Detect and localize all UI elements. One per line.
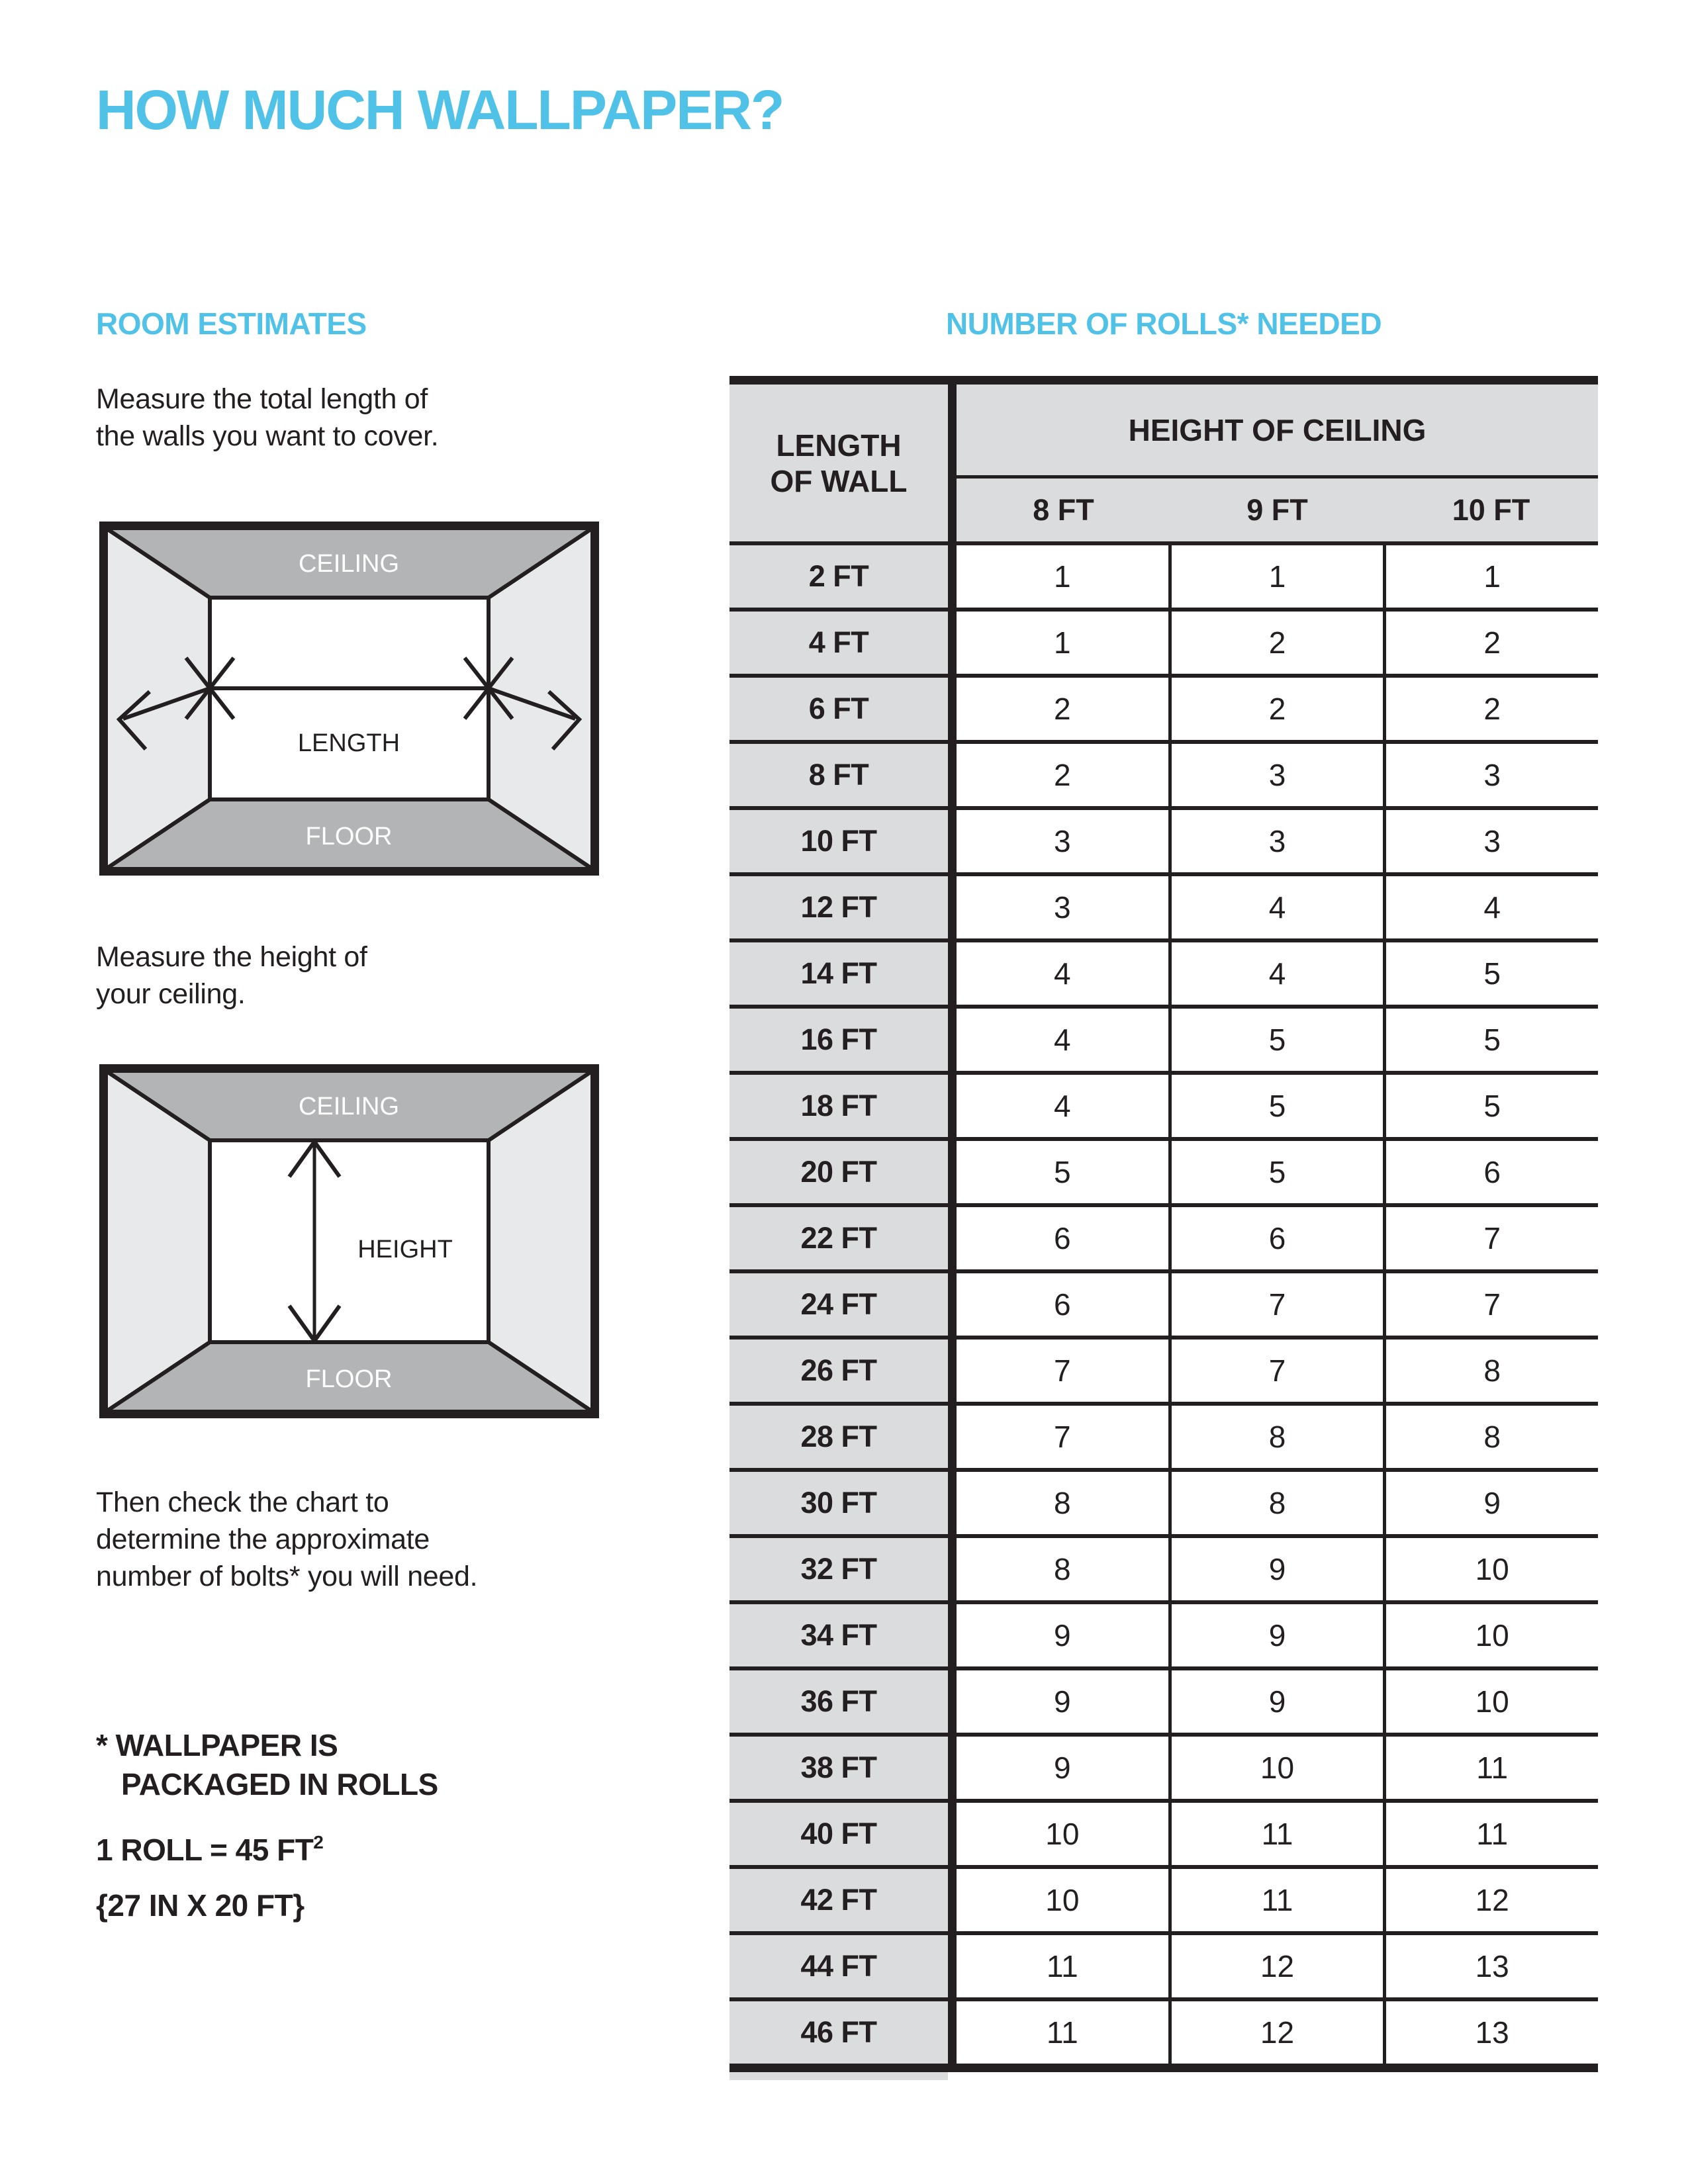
roll-rule-text: 1 ROLL = 45 FT bbox=[96, 1833, 314, 1867]
roll-count-cell: 5 bbox=[1168, 1141, 1383, 1203]
roll-rule-superscript: 2 bbox=[313, 1832, 324, 1852]
roll-count-cell: 11 bbox=[957, 2001, 1168, 2064]
wall-length-cell: 24 FT bbox=[729, 1273, 957, 1336]
roll-count-cell: 12 bbox=[1168, 2001, 1383, 2064]
table-row bbox=[729, 1865, 1598, 1931]
table-row bbox=[729, 608, 1598, 674]
floor-label: FLOOR bbox=[305, 1365, 393, 1393]
roll-count-cell: 6 bbox=[957, 1273, 1168, 1336]
roll-count-cell: 1 bbox=[1168, 545, 1383, 608]
roll-count-cell: 4 bbox=[957, 942, 1168, 1005]
roll-count-cell: 9 bbox=[1383, 1472, 1598, 1534]
roll-count-cell: 2 bbox=[1168, 612, 1383, 674]
roll-count-cell: 9 bbox=[957, 1604, 1168, 1666]
roll-count-cell: 2 bbox=[1383, 612, 1598, 674]
rolls-needed-table bbox=[729, 376, 1598, 2080]
roll-count-cell: 5 bbox=[1383, 1009, 1598, 1071]
roll-count-cell: 9 bbox=[1168, 1604, 1383, 1666]
roll-count-cell: 11 bbox=[1383, 1803, 1598, 1865]
wall-length-cell: 28 FT bbox=[729, 1406, 957, 1468]
table-row bbox=[729, 1534, 1598, 1600]
footnote-line2: PACKAGED IN ROLLS bbox=[121, 1767, 438, 1801]
wall-length-cell: 26 FT bbox=[729, 1340, 957, 1402]
roll-count-cell: 7 bbox=[957, 1406, 1168, 1468]
page-title: HOW MUCH WALLPAPER? bbox=[96, 79, 784, 141]
wall-length-cell: 36 FT bbox=[729, 1670, 957, 1733]
roll-count-cell: 10 bbox=[1383, 1670, 1598, 1733]
roll-count-cell: 12 bbox=[1383, 1869, 1598, 1931]
roll-count-cell: 3 bbox=[1168, 810, 1383, 872]
table-top-bar bbox=[729, 376, 1598, 385]
footnote-line1: * WALLPAPER IS bbox=[96, 1728, 338, 1762]
wall-length-cell: 8 FT bbox=[729, 744, 957, 806]
wall-length-cell: 46 FT bbox=[729, 2001, 957, 2064]
instruction-chart bbox=[96, 1484, 477, 1595]
roll-count-cell: 3 bbox=[1383, 810, 1598, 872]
wall-length-cell: 38 FT bbox=[729, 1737, 957, 1799]
roll-count-cell: 9 bbox=[957, 1670, 1168, 1733]
table-row bbox=[729, 806, 1598, 872]
roll-count-cell: 2 bbox=[957, 678, 1168, 740]
length-of-wall-line1: LENGTH bbox=[776, 428, 902, 463]
wall-length-cell: 14 FT bbox=[729, 942, 957, 1005]
floor-label: FLOOR bbox=[305, 823, 393, 850]
roll-count-cell: 8 bbox=[957, 1538, 1168, 1600]
instruction-chart-line1: Then check the chart to bbox=[96, 1486, 389, 1518]
roll-count-cell: 11 bbox=[1383, 1737, 1598, 1799]
roll-count-cell: 6 bbox=[957, 1207, 1168, 1269]
wall-length-cell: 44 FT bbox=[729, 1935, 957, 1997]
roll-count-cell: 7 bbox=[1168, 1340, 1383, 1402]
roll-count-cell: 10 bbox=[1383, 1604, 1598, 1666]
roll-count-cell: 6 bbox=[1168, 1207, 1383, 1269]
roll-count-cell: 4 bbox=[1383, 876, 1598, 938]
roll-count-cell: 10 bbox=[1383, 1538, 1598, 1600]
room-height-diagram bbox=[99, 1064, 599, 1418]
roll-count-cell: 5 bbox=[1383, 942, 1598, 1005]
roll-count-cell: 11 bbox=[957, 1935, 1168, 1997]
table-row bbox=[729, 1799, 1598, 1865]
wall-length-cell: 42 FT bbox=[729, 1869, 957, 1931]
roll-count-cell: 12 bbox=[1168, 1935, 1383, 1997]
roll-count-cell: 9 bbox=[1168, 1538, 1383, 1600]
length-label: LENGTH bbox=[297, 729, 400, 757]
table-row bbox=[729, 1269, 1598, 1336]
table-row bbox=[729, 1203, 1598, 1269]
roll-count-cell: 10 bbox=[1168, 1737, 1383, 1799]
wall-length-cell: 20 FT bbox=[729, 1141, 957, 1203]
roll-count-cell: 5 bbox=[1168, 1009, 1383, 1071]
roll-count-cell: 5 bbox=[1168, 1075, 1383, 1137]
roll-count-cell: 1 bbox=[957, 612, 1168, 674]
height-label: HEIGHT bbox=[357, 1236, 453, 1263]
roll-count-cell: 3 bbox=[957, 876, 1168, 938]
instruction-height-line1: Measure the height of bbox=[96, 941, 367, 973]
roll-count-cell: 5 bbox=[1383, 1075, 1598, 1137]
back-wall bbox=[210, 598, 489, 799]
table-header bbox=[729, 385, 1598, 541]
roll-count-cell: 3 bbox=[957, 810, 1168, 872]
roll-count-cell: 1 bbox=[1383, 545, 1598, 608]
roll-count-cell: 13 bbox=[1383, 2001, 1598, 2064]
roll-count-cell: 8 bbox=[1383, 1340, 1598, 1402]
ceiling-height-columns bbox=[957, 478, 1598, 541]
wall-length-cell: 6 FT bbox=[729, 678, 957, 740]
wallpaper-footnote bbox=[96, 1726, 438, 1804]
roll-count-cell: 3 bbox=[1168, 744, 1383, 806]
roll-count-cell: 10 bbox=[957, 1869, 1168, 1931]
wall-length-cell: 34 FT bbox=[729, 1604, 957, 1666]
roll-count-cell: 2 bbox=[957, 744, 1168, 806]
length-of-wall-line2: OF WALL bbox=[770, 463, 908, 498]
roll-count-cell: 9 bbox=[957, 1737, 1168, 1799]
instruction-height bbox=[96, 938, 367, 1013]
table-row bbox=[729, 1666, 1598, 1733]
wall-length-cell: 10 FT bbox=[729, 810, 957, 872]
ceiling-label: CEILING bbox=[298, 1093, 400, 1120]
wall-length-cell: 12 FT bbox=[729, 876, 957, 938]
rolls-needed-heading: NUMBER OF ROLLS* NEEDED bbox=[945, 306, 1382, 341]
roll-count-cell: 7 bbox=[957, 1340, 1168, 1402]
roll-count-cell: 7 bbox=[1168, 1273, 1383, 1336]
roll-count-cell: 6 bbox=[1383, 1141, 1598, 1203]
roll-count-cell: 7 bbox=[1383, 1273, 1598, 1336]
room-length-diagram bbox=[99, 522, 599, 876]
table-row bbox=[729, 1733, 1598, 1799]
roll-count-cell: 11 bbox=[1168, 1803, 1383, 1865]
roll-count-cell: 4 bbox=[957, 1009, 1168, 1071]
table-row bbox=[729, 1336, 1598, 1402]
instruction-chart-line3: number of bolts* you will need. bbox=[96, 1561, 478, 1592]
wall-length-cell: 40 FT bbox=[729, 1803, 957, 1865]
table-row bbox=[729, 872, 1598, 938]
roll-count-cell: 4 bbox=[957, 1075, 1168, 1137]
height-of-ceiling-header: HEIGHT OF CEILING bbox=[957, 385, 1598, 478]
table-row bbox=[729, 1468, 1598, 1534]
instruction-chart-line2: determine the approximate bbox=[96, 1524, 430, 1555]
wall-length-cell: 2 FT bbox=[729, 545, 957, 608]
instruction-length bbox=[96, 381, 438, 455]
table-body bbox=[729, 541, 1598, 2064]
instruction-height-line2: your ceiling. bbox=[96, 978, 246, 1010]
roll-count-cell: 8 bbox=[957, 1472, 1168, 1534]
col-header-8ft: 8 FT bbox=[1033, 492, 1094, 527]
wall-length-cell: 4 FT bbox=[729, 612, 957, 674]
table-row bbox=[729, 1005, 1598, 1071]
room-estimates-heading: ROOM ESTIMATES bbox=[96, 306, 367, 341]
wall-length-cell: 22 FT bbox=[729, 1207, 957, 1269]
instruction-length-line2: the walls you want to cover. bbox=[96, 420, 439, 452]
roll-count-cell: 8 bbox=[1168, 1472, 1383, 1534]
roll-count-cell: 3 bbox=[1383, 744, 1598, 806]
roll-count-cell: 11 bbox=[1168, 1869, 1383, 1931]
roll-count-cell: 5 bbox=[957, 1141, 1168, 1203]
roll-count-cell: 8 bbox=[1383, 1406, 1598, 1468]
ceiling-label: CEILING bbox=[298, 550, 400, 578]
roll-size-rule bbox=[96, 1832, 323, 1868]
table-row bbox=[729, 1137, 1598, 1203]
roll-count-cell: 8 bbox=[1168, 1406, 1383, 1468]
roll-count-cell: 1 bbox=[957, 545, 1168, 608]
wall-length-cell: 32 FT bbox=[729, 1538, 957, 1600]
length-of-wall-header bbox=[729, 385, 957, 541]
table-row bbox=[729, 1402, 1598, 1468]
table-gray-overhang bbox=[729, 2072, 948, 2080]
col-header-9ft: 9 FT bbox=[1246, 492, 1308, 527]
wall-length-cell: 18 FT bbox=[729, 1075, 957, 1137]
wall-length-cell: 30 FT bbox=[729, 1472, 957, 1534]
roll-count-cell: 13 bbox=[1383, 1935, 1598, 1997]
roll-count-cell: 4 bbox=[1168, 876, 1383, 938]
roll-count-cell: 2 bbox=[1168, 678, 1383, 740]
table-row bbox=[729, 938, 1598, 1005]
table-row bbox=[729, 740, 1598, 806]
table-row bbox=[729, 1071, 1598, 1137]
table-row bbox=[729, 1931, 1598, 1997]
table-row bbox=[729, 1600, 1598, 1666]
table-bottom-bar bbox=[729, 2064, 1598, 2072]
roll-count-cell: 9 bbox=[1168, 1670, 1383, 1733]
wall-length-cell: 16 FT bbox=[729, 1009, 957, 1071]
roll-count-cell: 2 bbox=[1383, 678, 1598, 740]
col-header-10ft: 10 FT bbox=[1452, 492, 1530, 527]
roll-count-cell: 4 bbox=[1168, 942, 1383, 1005]
roll-count-cell: 7 bbox=[1383, 1207, 1598, 1269]
roll-count-cell: 10 bbox=[957, 1803, 1168, 1865]
roll-dimensions: {27 IN X 20 FT} bbox=[96, 1888, 305, 1923]
table-row bbox=[729, 674, 1598, 740]
table-row bbox=[729, 541, 1598, 608]
instruction-length-line1: Measure the total length of bbox=[96, 383, 428, 415]
table-row bbox=[729, 1997, 1598, 2064]
